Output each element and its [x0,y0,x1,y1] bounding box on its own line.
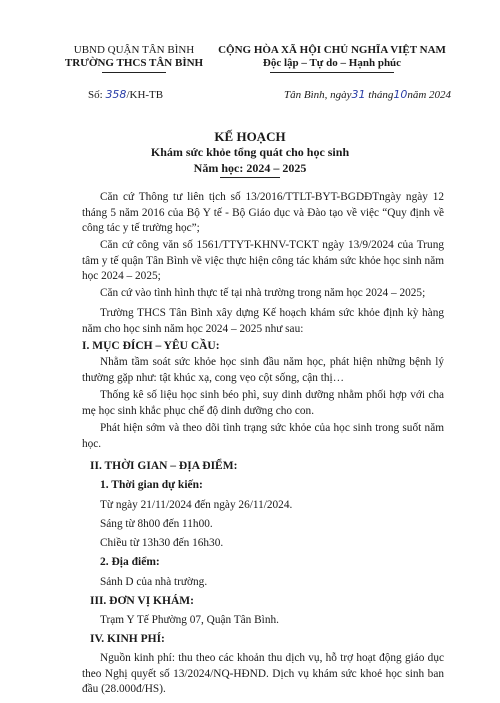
date-day-handwritten: 31 [351,88,366,101]
issuer-school: TRƯỜNG THCS TÂN BÌNH [64,57,204,69]
doc-no-prefix: Số: [88,89,103,101]
plan-subtitle: Khám sức khỏe tổng quát cho học sinh [150,145,350,159]
legal-basis-2: Căn cứ công văn số 1561/TTYT-KHNV-TCKT ngày 13/9/2024 của Trung tâm y tế quận Tân Bình về việc thực hiện công tác khám sức khỏe học sinh năm học 2024 – 2025; [82,239,444,282]
section-2-sub-place: 2. Địa điểm: [100,556,160,568]
funding-text: Nguồn kinh phí: thu theo các khoản thu dịch vụ, hỗ trợ hoạt động giáo dục theo Nghị quyết số 13/2024/NQ-HĐND. Dịch vụ khám sức khoẻ học sinh ban đầu (28.000đ/HS). [82,652,444,695]
national-motto: Độc lập – Tự do – Hạnh phúc [262,57,402,69]
section-3-heading: III. ĐƠN VỊ KHÁM: [90,595,194,607]
doc-no-suffix: /KH-TB [126,89,164,101]
legal-basis-4: Trường THCS Tân Bình xây dựng Kế hoạch khám sức khỏe định kỳ hàng năm cho học sinh năm học 2024 – 2025 như sau: [82,307,444,335]
document-number [88,88,163,101]
plan-school-year: Năm học: 2024 – 2025 [193,161,307,175]
section-1-heading: I. MỤC ĐÍCH – YÊU CẦU: [82,340,220,352]
national-title: CỘNG HÒA XÃ HỘI CHỦ NGHĨA VIỆT NAM [218,44,446,56]
motto-underline [270,72,394,73]
section-2-sub-time: 1. Thời gian dự kiến: [100,479,203,491]
legal-basis-3: Căn cứ vào tình hình thực tế tại nhà trường trong năm học 2024 – 2025; [100,287,426,299]
time-afternoon: Chiều từ 13h30 đến 16h30. [100,537,224,549]
issuer-underline [102,72,166,73]
date-month-handwritten: 10 [393,88,408,101]
issuer-district: UBND QUẬN TÂN BÌNH [73,44,195,56]
plan-title: KẾ HOẠCH [214,129,286,144]
date-month-label: tháng [368,89,394,101]
date-year: năm 2024 [407,89,452,101]
document-date [284,88,451,101]
exam-place: Sảnh D của nhà trường. [100,576,208,588]
title-underline [220,177,280,178]
time-morning: Sáng từ 8h00 đến 11h00. [100,518,213,530]
section-2-heading: II. THỜI GIAN – ĐỊA ĐIỂM: [90,460,238,472]
date-prefix: Tân Bình, ngày [284,89,352,101]
section-4-heading: IV. KINH PHÍ: [90,633,165,645]
purpose-1: Nhằm tầm soát sức khỏe học sinh đầu năm học, phát hiện những bệnh lý thường gặp như: tật khúc xạ, cong vẹo cột sống, cận thị… [82,356,444,384]
exam-unit: Trạm Y Tế Phường 07, Quận Tân Bình. [100,614,279,626]
purpose-3: Phát hiện sớm và theo dõi tình trạng sức khỏe của học sinh trong suốt năm học. [82,422,444,450]
doc-no-handwritten: 358 [105,88,127,101]
time-range: Từ ngày 21/11/2024 đến ngày 26/11/2024. [100,499,293,511]
legal-basis-1: Căn cứ Thông tư liên tịch số 13/2016/TTLT-BYT-BGDĐTngày ngày 12 tháng 5 năm 2016 của Bộ Y tế - Bộ Giáo dục và Đào tạo về việc “Quy định về công tác y tế trường học”; [82,191,444,234]
purpose-2: Thống kê số liệu học sinh béo phì, suy dinh dưỡng nhằm phối hợp với cha mẹ học sinh khắc phục chế độ dinh dưỡng cho con. [82,389,444,417]
